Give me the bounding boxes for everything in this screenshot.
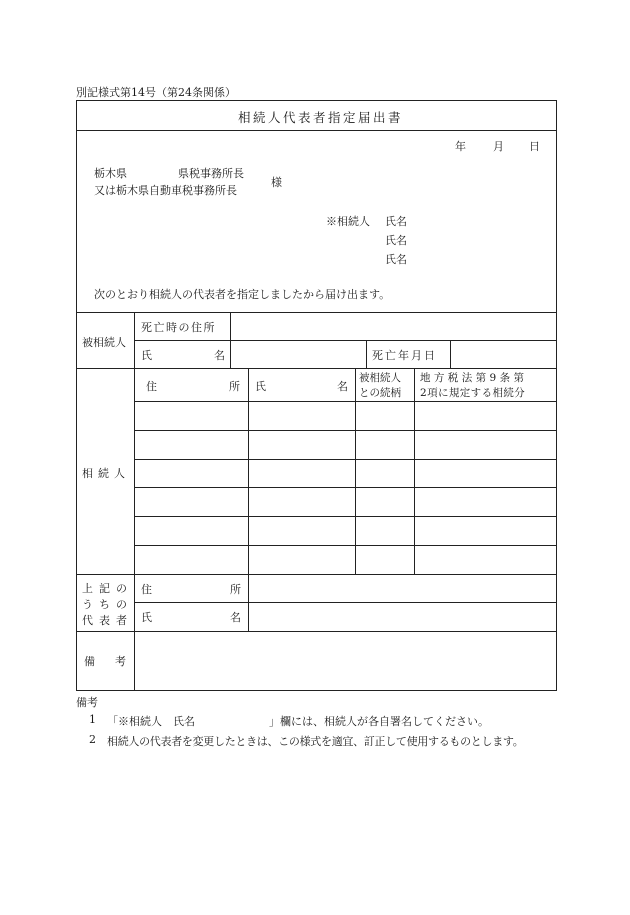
decedent-address-field[interactable] xyxy=(232,314,554,338)
note-2-number: 2 xyxy=(89,733,96,746)
representative-label-1: 上記の xyxy=(82,582,133,595)
heir-row-5-address[interactable] xyxy=(136,518,246,543)
note-1-text-a: 「※相続人 氏名 xyxy=(107,715,195,728)
decedent-label: 被相続人 xyxy=(82,336,126,349)
signatory-name-label-2: 氏名 xyxy=(385,234,407,247)
decedent-death-date-field[interactable] xyxy=(452,342,554,366)
heirs-col-share-1: 地方税法第9条第 xyxy=(420,372,528,384)
decedent-name-label-a: 氏 xyxy=(141,349,152,362)
heir-row-3-share[interactable] xyxy=(416,461,554,485)
heirs-col-name-a: 氏 xyxy=(255,380,266,393)
addressee-office-alt: 又は栃木県自動車税事務所長 xyxy=(94,184,237,197)
representative-label-2: うちの xyxy=(82,598,133,611)
heir-row-6-address[interactable] xyxy=(136,547,246,572)
signatory-name-field-2[interactable] xyxy=(412,230,550,246)
addressee-honorific: 様 xyxy=(271,176,282,189)
date-day-label: 日 xyxy=(529,140,540,153)
representative-address-field[interactable] xyxy=(250,576,554,600)
note-2-text: 相続人の代表者を変更したときは、この様式を適宜、訂正して使用するものとします。 xyxy=(107,735,524,748)
heir-row-2-name[interactable] xyxy=(250,432,353,457)
representative-name-label-a: 氏 xyxy=(141,611,152,624)
form-number: 別記様式第14号（第24条関係） xyxy=(76,86,236,99)
note-1-text-b: 」欄には、相続人が各自署名してください。 xyxy=(269,715,489,728)
addressee-office: 県税事務所長 xyxy=(178,167,244,180)
form-title xyxy=(238,108,404,126)
date-year-label: 年 xyxy=(455,140,466,153)
heir-row-6-share[interactable] xyxy=(416,547,554,572)
representative-name-label-b: 名 xyxy=(230,611,241,624)
decedent-name-label xyxy=(141,347,225,363)
heir-row-1-share[interactable] xyxy=(416,403,554,428)
heir-row-1-address[interactable] xyxy=(136,403,246,428)
heirs-label xyxy=(82,465,128,481)
representative-address-label-a: 住 xyxy=(141,583,152,596)
heir-row-5-share[interactable] xyxy=(416,518,554,543)
heirs-col-relation-2: との続柄 xyxy=(359,387,401,399)
remarks-field[interactable] xyxy=(136,633,554,688)
remarks-label xyxy=(84,653,126,669)
heirs-col-address xyxy=(146,378,240,394)
representative-address-label xyxy=(141,581,241,597)
remarks-label-a: 備 xyxy=(84,655,95,668)
heir-row-5-relation[interactable] xyxy=(357,518,412,543)
signatory-name-field-1[interactable] xyxy=(412,211,550,227)
heir-row-2-share[interactable] xyxy=(416,432,554,457)
heir-row-1-relation[interactable] xyxy=(357,403,412,428)
decedent-name-field[interactable] xyxy=(232,342,364,366)
heir-row-4-address[interactable] xyxy=(136,489,246,514)
heirs-col-name xyxy=(255,378,348,394)
signatory-name-label-1: 氏名 xyxy=(385,215,407,228)
heirs-col-address-b: 所 xyxy=(229,380,240,393)
signatory-name-label-3: 氏名 xyxy=(385,253,407,266)
form-title-text: 相続人代表者指定届出書 xyxy=(238,110,404,125)
date-month-label: 月 xyxy=(493,140,504,153)
representative-label-3: 代表者 xyxy=(82,614,133,627)
signatory-prefix: ※相続人 xyxy=(326,215,370,228)
representative-name-label xyxy=(141,609,241,625)
notes-heading: 備考 xyxy=(76,696,98,709)
heirs-col-share-2: 2項に規定する相続分 xyxy=(420,387,526,399)
heirs-col-name-b: 名 xyxy=(337,380,348,393)
representative-name-field[interactable] xyxy=(250,604,554,629)
heir-row-2-address[interactable] xyxy=(136,432,246,457)
representative-address-label-b: 所 xyxy=(230,583,241,596)
heir-row-6-relation[interactable] xyxy=(357,547,412,572)
heir-row-4-share[interactable] xyxy=(416,489,554,514)
heir-row-3-name[interactable] xyxy=(250,461,353,485)
heirs-col-address-a: 住 xyxy=(146,380,157,393)
heirs-col-relation-1: 被相続人 xyxy=(359,372,401,384)
statement: 次のとおり相続人の代表者を指定しましたから届け出ます。 xyxy=(94,288,391,301)
decedent-address-label: 死亡時の住所 xyxy=(141,321,216,334)
addressee-prefecture: 栃木県 xyxy=(94,167,127,180)
decedent-name-label-b: 名 xyxy=(214,349,225,362)
signatory-name-field-3[interactable] xyxy=(412,249,550,265)
heirs-label-text: 相続人 xyxy=(82,467,130,480)
note-1-number: 1 xyxy=(89,713,96,726)
heir-row-3-relation[interactable] xyxy=(357,461,412,485)
heir-row-3-address[interactable] xyxy=(136,461,246,485)
heir-row-6-name[interactable] xyxy=(250,547,353,572)
remarks-label-b: 考 xyxy=(115,655,126,668)
heir-row-4-name[interactable] xyxy=(250,489,353,514)
heir-row-4-relation[interactable] xyxy=(357,489,412,514)
heir-row-2-relation[interactable] xyxy=(357,432,412,457)
heir-row-1-name[interactable] xyxy=(250,403,353,428)
heir-row-5-name[interactable] xyxy=(250,518,353,543)
decedent-death-date-label: 死亡年月日 xyxy=(372,349,437,362)
